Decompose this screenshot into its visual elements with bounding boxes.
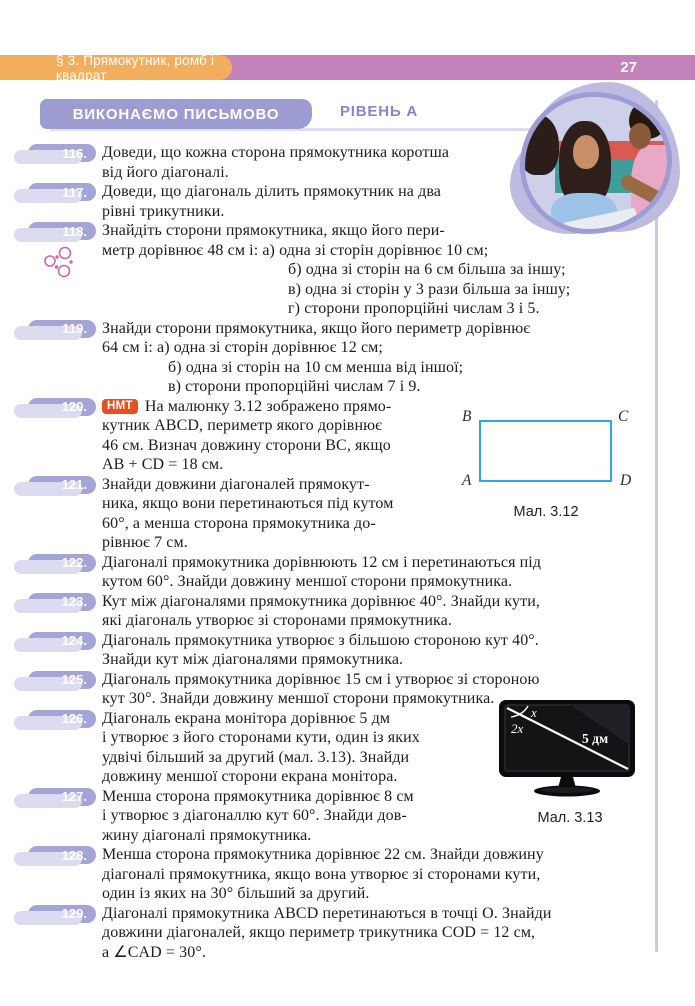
exercise-row <box>28 221 662 319</box>
exercise-text <box>100 592 662 631</box>
exercise-number-badge <box>28 709 100 728</box>
exercise-line: довжини діагоналей, якщо периметр трикутника COD = 12 см, <box>102 924 536 941</box>
exercise-line: кутом 60°. Знайди довжину меншої сторони прямокутника. <box>102 573 513 590</box>
exercise-line: і утворює з його сторонами кути, один із яких <box>102 729 420 746</box>
exercise-row <box>28 182 662 221</box>
exercise-number-badge <box>28 553 100 572</box>
exercise-number: 124. <box>28 632 96 650</box>
exercise-line: Діагоналі прямокутника ABCD перетинаються в точці O. Знайди <box>102 904 552 922</box>
exercise-number-badge <box>28 592 100 611</box>
written-work-banner <box>40 99 312 129</box>
exercise-line: Менша сторона прямокутника дорівнює 8 см <box>102 787 414 805</box>
exercise-line: Знайди сторони прямокутника, якщо його периметр дорівнює <box>102 319 531 337</box>
exercise-row <box>28 845 662 904</box>
exercise-row <box>28 553 662 592</box>
monitor-figure <box>492 700 642 802</box>
exercise-text <box>100 143 662 182</box>
exercise-text <box>100 631 662 670</box>
exercise-line: 60°, а менша сторона прямокутника до- <box>102 514 376 532</box>
exercise-line: AB + CD = 18 см. <box>102 456 224 473</box>
exercise-line: жину діагоналі прямокутника. <box>102 826 312 844</box>
exercise-line: діагоналі прямокутника, якщо вона утворює зі сторонами кути, <box>102 865 541 883</box>
exercise-number-badge <box>28 143 100 162</box>
exercise-line: Менша сторона прямокутника дорівнює 22 см. Знайди довжину <box>102 846 544 863</box>
exercise-number: 119. <box>28 320 96 338</box>
exercise-number: 129. <box>28 905 96 923</box>
figure-caption: Мал. 3.13 <box>537 810 603 826</box>
angle-label-2x: 2x <box>511 721 524 736</box>
exercise-line: метр дорівнює 48 см і: а) одна зі сторін дорівнює 10 см; <box>102 241 489 259</box>
exercise-text <box>100 319 662 397</box>
figure-3-13 <box>486 700 650 826</box>
exercise-text <box>100 904 662 963</box>
written-work-label: ВИКОНАЄМО ПИСЬМОВО <box>72 105 280 123</box>
exercise-line: від його діагоналі. <box>102 163 229 181</box>
exercise-line: в) сторони пропорційні числам 7 і 9. <box>168 378 421 395</box>
exercise-line: б) одна зі сторін на 10 см менша від іншої; <box>168 358 464 376</box>
exercise-number: 116. <box>28 144 96 162</box>
vertex-label-d: D <box>620 472 632 489</box>
exercise-number: 125. <box>28 671 96 689</box>
exercise-number: 117. <box>28 183 96 201</box>
exercise-number-badge <box>28 845 100 864</box>
exercise-number: 120. <box>28 398 96 416</box>
exercise-list <box>28 143 662 962</box>
exercise-line: ника, якщо вони перетинаються під кутом <box>102 495 394 512</box>
exercise-text <box>100 553 662 592</box>
exercise-number-badge <box>28 631 100 650</box>
exercise-line: г) сторони пропорційні числам 3 і 5. <box>288 300 540 317</box>
exercise-line: Кут між діагоналями прямокутника дорівнює 40°. Знайди кути, <box>102 592 540 610</box>
exercise-row <box>28 319 662 397</box>
exercise-text <box>100 221 662 319</box>
level-a-label: РІВЕНЬ А <box>340 103 419 120</box>
exercise-number: 118. <box>28 222 96 240</box>
exercise-number: 128. <box>28 846 96 864</box>
exercise-line: і утворює з діагоналлю кут 60°. Знайди дов- <box>102 807 407 824</box>
rectangle-figure <box>479 420 612 482</box>
page-header <box>0 52 695 83</box>
exercise-line: Діагональ екрана монітора дорівнює 5 дм <box>102 709 391 727</box>
exercise-line: в) одна зі сторін у 3 рази більша за іншу; <box>288 280 571 298</box>
exercise-number: 121. <box>28 476 96 494</box>
exercise-number-badge <box>28 182 100 201</box>
exercise-line: Діагональ прямокутника дорівнює 15 см і утворює зі стороною <box>102 670 540 688</box>
exercise-line: 64 см і: а) одна зі сторін дорівнює 12 см; <box>102 339 383 356</box>
exercise-line: Знайди довжини діагоналей прямокут- <box>102 475 370 493</box>
exercise-number-badge <box>28 397 100 416</box>
exercise-number-badge <box>28 904 100 923</box>
exercise-line: НМТ На малюнку 3.12 зображено прямо- <box>102 397 662 417</box>
exercise-number-badge <box>28 319 100 338</box>
exercise-number: 122. <box>28 554 96 572</box>
exercise-line: які діагональ утворює зі сторонами прямокутника. <box>102 612 452 629</box>
exercise-line: Знайдіть сторони прямокутника, якщо його пери- <box>102 222 445 239</box>
section-title: § 3. Прямокутник, ромб і квадрат <box>56 52 215 83</box>
exercise-row <box>28 631 662 670</box>
page-number: 27 <box>620 59 637 76</box>
exercise-line: Діагональ прямокутника утворює з більшою стороною кут 40°. <box>102 631 539 649</box>
exercise-line: Діагоналі прямокутника дорівнюють 12 см і перетинаються під <box>102 553 542 571</box>
exercise-text <box>100 845 662 904</box>
exercise-number-badge <box>28 670 100 689</box>
exercise-row <box>28 904 662 963</box>
angle-label-x: x <box>531 705 537 720</box>
exercise-line: удвічі більший за другий (мал. 3.13). Знайди <box>102 748 410 766</box>
exercise-line: один із яких на 30° більший за другий. <box>102 885 370 902</box>
vertex-label-a: A <box>462 472 472 489</box>
exercise-number: 123. <box>28 593 96 611</box>
molecule-icon <box>42 246 76 278</box>
exercise-line: 46 см. Визнач довжину сторони BC, якщо <box>102 436 391 454</box>
exercise-row <box>28 143 662 182</box>
exercise-line: рівнює 7 см. <box>102 534 188 551</box>
exercise-line: кут 30°. Знайди довжину меншої сторони прямокутника. <box>102 690 495 707</box>
section-title-tab <box>0 52 232 83</box>
exercise-number-badge <box>28 221 100 283</box>
exercise-line: б) одна зі сторін на 6 см більша за іншу; <box>288 261 566 278</box>
exercise-number: 126. <box>28 710 96 728</box>
exercise-line: Знайди кут між діагоналями прямокутника. <box>102 651 404 668</box>
exercise-line: Доведи, що кожна сторона прямокутника коротша <box>102 144 450 161</box>
exercise-row <box>28 592 662 631</box>
exercise-number: 127. <box>28 788 96 806</box>
exercise-number-badge <box>28 475 100 494</box>
exercise-line: кутник ABCD, периметр якого дорівнює <box>102 417 383 434</box>
exercise-number-badge <box>28 787 100 806</box>
exercise-line: а ∠CAD = 30°. <box>102 943 206 961</box>
diagonal-length-label: 5 дм <box>582 731 609 746</box>
exercise-line: рівні трикутники. <box>102 202 225 220</box>
exercise-line: довжину меншої сторони екрана монітора. <box>102 768 398 785</box>
figure-caption: Мал. 3.12 <box>513 504 579 520</box>
vertex-label-b: B <box>462 408 472 425</box>
nmt-badge: НМТ <box>102 399 138 414</box>
exercise-line: Доведи, що діагональ ділить прямокутник на два <box>102 183 441 200</box>
exercise-text <box>100 182 662 221</box>
vertex-label-c: C <box>618 408 629 425</box>
